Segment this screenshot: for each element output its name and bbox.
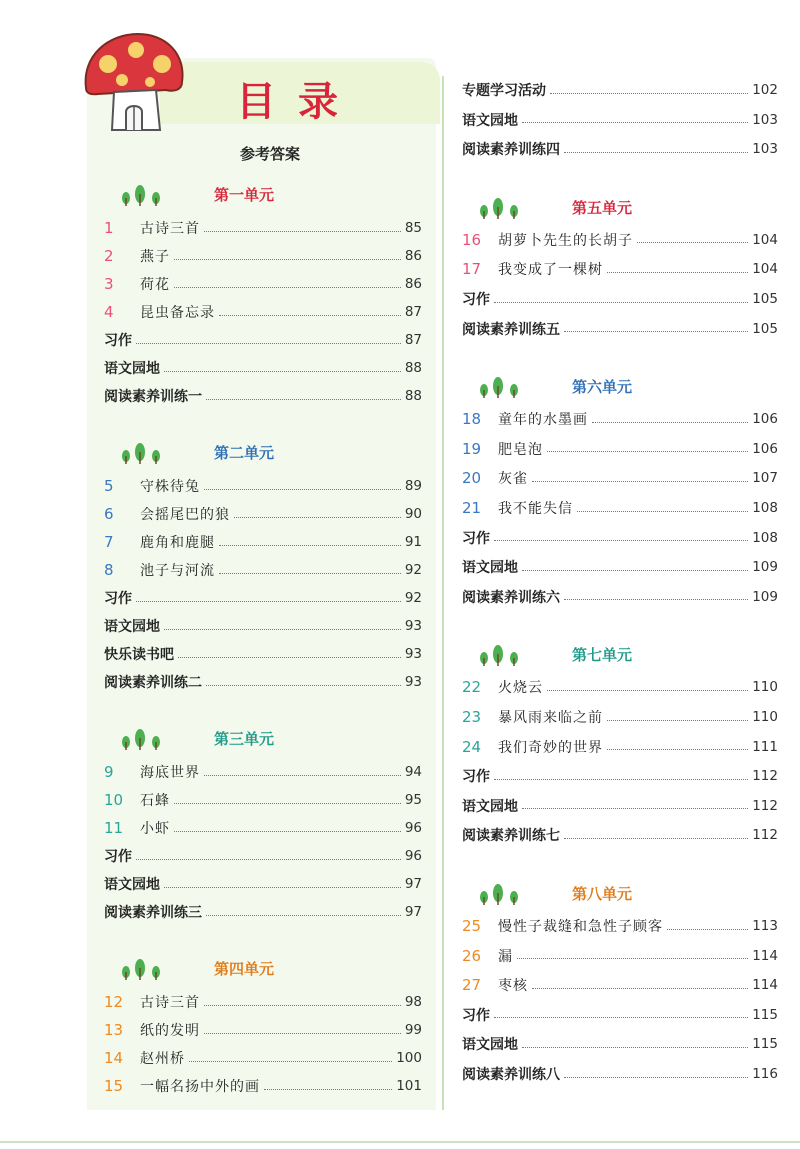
page-number: 90 — [404, 506, 422, 522]
entry-title: 暴风雨来临之前 — [498, 710, 603, 726]
toc-entry[interactable] — [104, 900, 422, 924]
page-number: 110 — [752, 709, 778, 725]
lesson-number: 25 — [462, 917, 482, 935]
toc-entry[interactable] — [104, 760, 422, 784]
unit-title: 第六单元 — [572, 378, 633, 397]
lesson-number: 2 — [104, 247, 114, 265]
dot-leader — [522, 570, 748, 571]
toc-entry[interactable] — [104, 1074, 422, 1098]
toc-entry[interactable] — [462, 317, 778, 341]
unit-heading — [104, 728, 422, 752]
dot-leader — [178, 657, 401, 658]
dot-leader — [607, 720, 748, 721]
entry-title: 古诗三首 — [140, 995, 200, 1011]
page-number: 106 — [752, 440, 778, 457]
toc-entry[interactable] — [104, 990, 422, 1014]
dot-leader — [164, 629, 401, 630]
entry-title: 枣核 — [498, 978, 528, 995]
page-number: 109 — [752, 559, 778, 576]
toc-entry[interactable] — [462, 705, 778, 729]
dot-leader — [517, 958, 748, 959]
entry-title: 语文园地 — [462, 1037, 518, 1054]
unit-title: 第三单元 — [214, 730, 275, 748]
toc-entry[interactable] — [462, 1003, 778, 1027]
lesson-number: 9 — [104, 763, 114, 781]
entry-title: 守株待兔 — [140, 479, 200, 495]
lesson-number: 21 — [462, 499, 482, 517]
toc-entry[interactable] — [104, 614, 422, 638]
toc-entry[interactable] — [104, 328, 422, 352]
toc-entry[interactable] — [462, 407, 778, 431]
unit-title: 第五单元 — [572, 198, 633, 217]
page-number: 96 — [404, 820, 422, 836]
page-number: 102 — [752, 82, 778, 98]
lesson-number: 7 — [104, 533, 114, 551]
toc-entry[interactable] — [462, 944, 778, 968]
page-number: 91 — [404, 534, 422, 550]
toc-entry[interactable] — [462, 973, 778, 997]
page-number: 113 — [752, 918, 778, 934]
entry-title: 我不能失信 — [498, 501, 573, 517]
dot-leader — [174, 287, 401, 288]
lesson-number: 12 — [104, 993, 124, 1011]
toc-entry[interactable] — [104, 1046, 422, 1070]
page-number: 103 — [752, 111, 778, 128]
dot-leader — [564, 599, 748, 600]
lesson-number: 16 — [462, 230, 482, 249]
toc-entry[interactable] — [462, 228, 778, 252]
dot-leader — [174, 831, 401, 832]
entry-title: 阅读素养训练五 — [462, 321, 560, 338]
toc-entry[interactable] — [104, 670, 422, 694]
entry-title: 习作 — [104, 333, 132, 349]
dot-leader — [164, 887, 401, 888]
toc-entry[interactable] — [104, 300, 422, 324]
page-number: 107 — [752, 470, 778, 487]
entry-title: 语文园地 — [462, 112, 518, 129]
dot-leader — [577, 511, 748, 512]
page-number: 116 — [752, 1066, 778, 1082]
lesson-number: 17 — [462, 260, 482, 279]
toc-entry[interactable] — [104, 272, 422, 296]
entry-title: 石蜂 — [140, 793, 170, 809]
lesson-number: 14 — [104, 1049, 124, 1067]
dot-leader — [564, 838, 748, 839]
unit-heading — [104, 442, 422, 466]
unit-title: 第二单元 — [214, 444, 275, 462]
entry-title: 小虾 — [140, 821, 170, 837]
lesson-number: 18 — [462, 410, 482, 429]
dot-leader — [547, 451, 748, 452]
page-number: 106 — [752, 411, 778, 428]
entry-title: 我们奇妙的世界 — [498, 739, 603, 756]
page-number: 111 — [752, 738, 778, 755]
dot-leader — [547, 690, 748, 691]
dot-leader — [164, 371, 401, 372]
unit-heading — [462, 644, 778, 668]
entry-title: 阅读素养训练七 — [462, 828, 560, 845]
toc-entry[interactable] — [462, 137, 778, 161]
toc-entry[interactable] — [104, 502, 422, 526]
dot-leader — [204, 775, 401, 776]
page-number: 99 — [404, 1022, 422, 1038]
dot-leader — [564, 1077, 748, 1078]
lesson-number: 26 — [462, 946, 482, 965]
entry-title: 语文园地 — [462, 798, 518, 815]
toc-entry[interactable] — [462, 764, 778, 788]
page-number: 101 — [396, 1078, 422, 1094]
entry-title: 胡萝卜先生的长胡子 — [498, 232, 633, 249]
dot-leader — [494, 1017, 748, 1018]
toc-entry[interactable] — [462, 735, 778, 759]
entry-title: 火烧云 — [498, 680, 543, 697]
toc-entry[interactable] — [462, 1032, 778, 1056]
dot-leader — [494, 302, 748, 303]
entry-title: 慢性子裁缝和急性子顾客 — [498, 919, 663, 935]
dot-leader — [637, 242, 748, 243]
page-number: 87 — [404, 332, 422, 348]
toc-entry[interactable] — [104, 642, 422, 666]
page-number: 104 — [752, 231, 778, 248]
lesson-number: 11 — [104, 819, 124, 837]
entry-title: 纸的发明 — [140, 1023, 200, 1039]
page-number: 112 — [752, 797, 778, 814]
entry-title: 阅读素养训练八 — [462, 1067, 560, 1083]
toc-entry[interactable] — [104, 356, 422, 380]
dot-leader — [522, 1047, 748, 1048]
page-number: 93 — [404, 646, 422, 662]
toc-entry[interactable] — [462, 914, 778, 938]
entry-title: 古诗三首 — [140, 221, 200, 237]
dot-leader — [206, 685, 401, 686]
page-number: 96 — [404, 848, 422, 864]
entry-title: 习作 — [462, 1007, 490, 1024]
page-number: 88 — [404, 360, 422, 376]
dot-leader — [174, 803, 401, 804]
entry-title: 习作 — [462, 769, 490, 786]
page-number: 87 — [404, 304, 422, 320]
unit-heading — [462, 376, 778, 400]
page-number: 94 — [404, 764, 422, 780]
trees-icon — [118, 184, 166, 206]
toc-entry[interactable] — [104, 474, 422, 498]
trees-icon — [476, 883, 524, 905]
dot-leader — [204, 1033, 401, 1034]
dot-leader — [219, 545, 401, 546]
entry-title: 赵州桥 — [140, 1051, 185, 1067]
lesson-number: 27 — [462, 976, 482, 995]
unit-title: 第一单元 — [214, 186, 275, 204]
page-number: 112 — [752, 768, 778, 785]
dot-leader — [522, 808, 748, 809]
dot-leader — [204, 489, 401, 490]
toc-entry[interactable] — [104, 558, 422, 582]
lesson-number: 4 — [104, 303, 114, 321]
page-subtitle: 参考答案 — [239, 145, 300, 163]
page-number: 98 — [404, 994, 422, 1010]
page-number: 109 — [752, 588, 778, 605]
entry-title: 会摇尾巴的狼 — [140, 507, 230, 523]
toc-entry[interactable] — [462, 1062, 778, 1086]
entry-title: 语文园地 — [462, 560, 518, 577]
lesson-number: 15 — [104, 1077, 124, 1095]
entry-title: 鹿角和鹿腿 — [140, 535, 215, 551]
dot-leader — [564, 152, 748, 153]
toc-entry[interactable] — [462, 437, 778, 461]
toc-entry[interactable] — [462, 555, 778, 579]
lesson-number: 5 — [104, 477, 114, 495]
page-number: 103 — [752, 141, 778, 158]
unit-heading — [104, 958, 422, 982]
dot-leader — [206, 399, 401, 400]
page-title: 目录 — [236, 79, 360, 125]
trees-icon — [476, 376, 524, 398]
page-number: 108 — [752, 500, 778, 516]
toc-entry[interactable] — [462, 78, 778, 102]
dot-leader — [206, 915, 401, 916]
toc-entry[interactable] — [104, 384, 422, 408]
entry-title: 灰雀 — [498, 471, 528, 488]
page-number: 88 — [404, 388, 422, 404]
toc-entry[interactable] — [104, 216, 422, 240]
dot-leader — [234, 517, 401, 518]
toc-entry[interactable] — [104, 586, 422, 610]
toc-entry[interactable] — [104, 844, 422, 868]
unit-title: 第八单元 — [572, 885, 633, 903]
page-number: 108 — [752, 529, 778, 546]
entry-title: 海底世界 — [140, 765, 200, 781]
page-number: 93 — [404, 618, 422, 634]
entry-title: 语文园地 — [104, 361, 160, 377]
entry-title: 语文园地 — [104, 619, 160, 635]
page-number: 104 — [752, 261, 778, 278]
unit-heading — [462, 883, 778, 907]
lesson-number: 13 — [104, 1021, 124, 1039]
dot-leader — [264, 1089, 392, 1090]
lesson-number: 23 — [462, 708, 482, 726]
dot-leader — [219, 315, 401, 316]
toc-entry[interactable] — [104, 816, 422, 840]
page-number: 92 — [404, 562, 422, 578]
lesson-number: 8 — [104, 561, 114, 579]
toc-entry[interactable] — [462, 466, 778, 490]
dot-leader — [564, 331, 748, 332]
dot-leader — [494, 540, 748, 541]
entry-title: 肥皂泡 — [498, 441, 543, 458]
trees-icon — [118, 728, 166, 750]
page-number: 100 — [396, 1050, 422, 1066]
dot-leader — [532, 481, 748, 482]
page-number: 95 — [404, 792, 422, 808]
entry-title: 阅读素养训练一 — [104, 389, 202, 405]
page-number: 93 — [404, 674, 422, 690]
dot-leader — [667, 929, 748, 930]
entry-title: 习作 — [104, 591, 132, 607]
unit-heading — [462, 197, 778, 221]
toc-entry[interactable] — [462, 496, 778, 520]
page-number: 86 — [404, 248, 422, 264]
toc-entry[interactable] — [104, 1018, 422, 1042]
entry-title: 习作 — [462, 530, 490, 547]
lesson-number: 1 — [104, 219, 114, 237]
dot-leader — [532, 988, 748, 989]
entry-title: 一幅名扬中外的画 — [140, 1079, 260, 1095]
entry-title: 昆虫备忘录 — [140, 305, 215, 321]
trees-icon — [476, 644, 524, 666]
dot-leader — [189, 1061, 392, 1062]
entry-title: 习作 — [104, 849, 132, 865]
page-number: 105 — [752, 320, 778, 337]
dot-leader — [174, 259, 401, 260]
entry-title: 阅读素养训练三 — [104, 905, 202, 921]
page-number: 86 — [404, 276, 422, 292]
toc-entry[interactable] — [104, 530, 422, 554]
page-number: 114 — [752, 977, 778, 994]
lesson-number: 6 — [104, 505, 114, 523]
dot-leader — [592, 422, 748, 423]
entry-title: 专题学习活动 — [462, 83, 546, 99]
page-number: 115 — [752, 1006, 778, 1023]
entry-title: 阅读素养训练二 — [104, 675, 202, 691]
toc-entry[interactable] — [104, 872, 422, 896]
dot-leader — [522, 122, 748, 123]
page-number: 105 — [752, 291, 778, 307]
page-number: 114 — [752, 947, 778, 964]
page-number: 97 — [404, 904, 422, 920]
entry-title: 快乐读书吧 — [104, 647, 174, 663]
toc-entry[interactable] — [462, 794, 778, 818]
mushroom-house-icon — [78, 26, 190, 138]
dot-leader — [607, 272, 748, 273]
toc-entry[interactable] — [462, 287, 778, 311]
unit-heading — [104, 184, 422, 208]
column-divider — [442, 76, 444, 1110]
entry-title: 漏 — [498, 948, 513, 965]
dot-leader — [136, 601, 401, 602]
dot-leader — [550, 93, 748, 94]
trees-icon — [118, 442, 166, 464]
entry-title: 语文园地 — [104, 877, 160, 893]
toc-entry[interactable] — [104, 244, 422, 268]
toc-entry[interactable] — [462, 585, 778, 609]
toc-entry[interactable] — [462, 675, 778, 699]
lesson-number: 24 — [462, 737, 482, 756]
page-number: 92 — [404, 590, 422, 606]
lesson-number: 3 — [104, 275, 114, 293]
page-number: 97 — [404, 876, 422, 892]
page-number: 112 — [752, 827, 778, 844]
lesson-number: 20 — [462, 469, 482, 488]
lesson-number: 10 — [104, 791, 124, 809]
entry-title: 阅读素养训练六 — [462, 589, 560, 606]
dot-leader — [219, 573, 401, 574]
page-number: 89 — [404, 478, 422, 494]
entry-title: 荷花 — [140, 277, 170, 293]
trees-icon — [476, 197, 524, 219]
toc-entry[interactable] — [462, 108, 778, 132]
trees-icon — [118, 958, 166, 980]
entry-title: 我变成了一棵树 — [498, 262, 603, 279]
toc-entry[interactable] — [462, 823, 778, 847]
dot-leader — [607, 749, 748, 750]
toc-entry[interactable] — [462, 526, 778, 550]
entry-title: 燕子 — [140, 249, 170, 265]
page-number: 85 — [404, 220, 422, 236]
entry-title: 阅读素养训练四 — [462, 142, 560, 159]
dot-leader — [136, 859, 401, 860]
toc-entry[interactable] — [104, 788, 422, 812]
toc-entry[interactable] — [462, 257, 778, 281]
page-number: 110 — [752, 679, 778, 696]
unit-title: 第四单元 — [214, 960, 275, 978]
entry-title: 习作 — [462, 292, 490, 308]
dot-leader — [204, 1005, 401, 1006]
page-number: 115 — [752, 1036, 778, 1053]
dot-leader — [494, 779, 748, 780]
dot-leader — [204, 231, 401, 232]
entry-title: 童年的水墨画 — [498, 412, 588, 429]
lesson-number: 22 — [462, 678, 482, 697]
dot-leader — [136, 343, 401, 344]
unit-title: 第七单元 — [572, 646, 633, 665]
bottom-rule — [0, 1141, 800, 1143]
lesson-number: 19 — [462, 439, 482, 458]
entry-title: 池子与河流 — [140, 563, 215, 579]
